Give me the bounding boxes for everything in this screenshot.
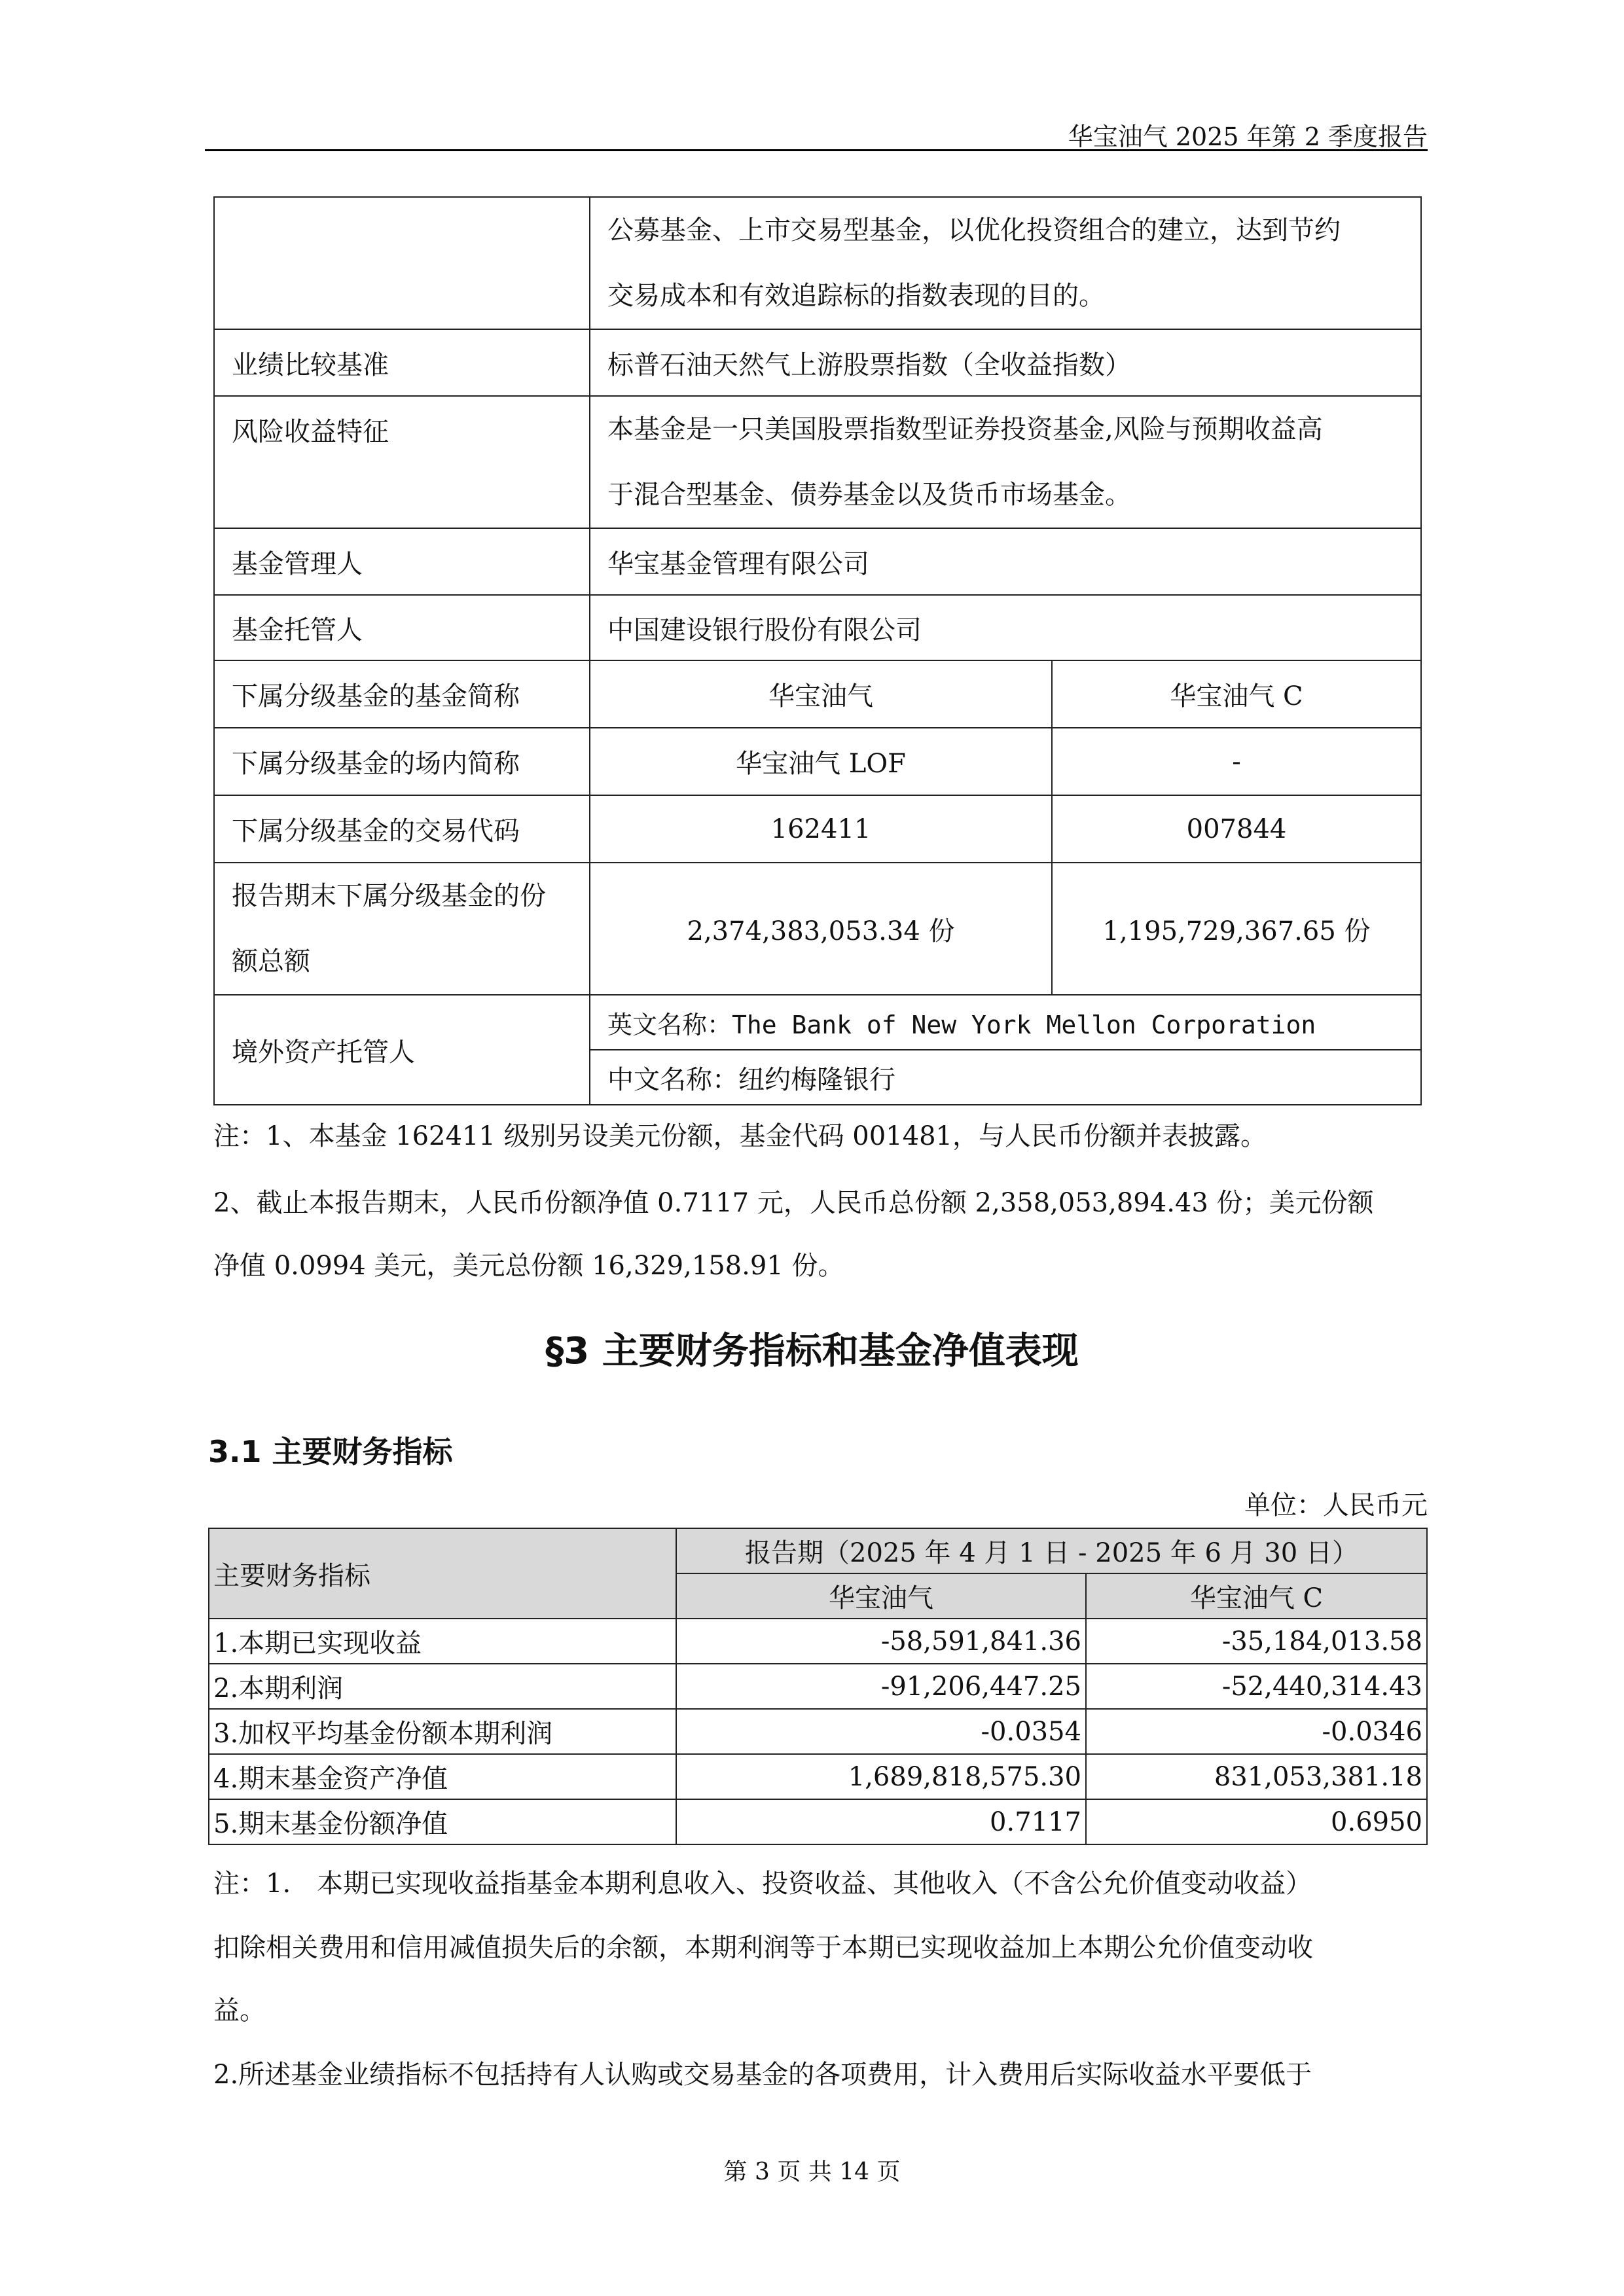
sub-shares-label-line-1: 报告期末下属分级基金的份 — [232, 881, 546, 911]
table-row — [214, 660, 1421, 728]
empty-cell — [214, 197, 590, 329]
fund-info-table — [213, 196, 1422, 1105]
row-value-a: 1,689,818,575.30 — [676, 1754, 1086, 1799]
custodian-value: 中国建设银行股份有限公司 — [590, 595, 1421, 660]
sub-exch-label: 下属分级基金的场内简称 — [214, 728, 590, 795]
table-row — [209, 1664, 1427, 1709]
table-row — [214, 995, 1421, 1050]
row-label: 3.加权平均基金份额本期利润 — [209, 1709, 676, 1754]
sub-code-a: 162411 — [590, 795, 1052, 863]
manager-value: 华宝基金管理有限公司 — [590, 528, 1421, 595]
risk-line-2: 于混合型基金、债券基金以及货币市场基金。 — [607, 480, 1131, 510]
sub-shares-label — [214, 863, 590, 995]
subsection-title: 3.1 主要财务指标 — [208, 1434, 453, 1469]
col-header-c: 华宝油气 C — [1086, 1573, 1427, 1619]
row-value-c: -52,440,314.43 — [1086, 1664, 1427, 1709]
section-title: §3 主要财务指标和基金净值表现 — [545, 1330, 1079, 1372]
sub-code-c: 007844 — [1052, 795, 1421, 863]
overseas-custodian-cn: 中文名称：纽约梅隆银行 — [590, 1050, 1421, 1105]
benchmark-label: 业绩比较基准 — [214, 329, 590, 396]
sub-shares-c: 1,195,729,367.65 份 — [1052, 863, 1421, 995]
sub-name-label: 下属分级基金的基金简称 — [214, 660, 590, 728]
note-1-line-3: 净值 0.0994 美元，美元总份额 16,329,158.91 份。 — [213, 1251, 844, 1281]
note-2-line-1: 注：1. 本期已实现收益指基金本期利息收入、投资收益、其他收入（不含公允价值变动收益） — [213, 1869, 1312, 1899]
sub-name-c: 华宝油气 C — [1052, 660, 1421, 728]
risk-value — [590, 396, 1421, 528]
objective-line-2: 交易成本和有效追踪标的指数表现的目的。 — [607, 281, 1105, 311]
row-value-a: -91,206,447.25 — [676, 1664, 1086, 1709]
page-header-title: 华宝油气 2025 年第 2 季度报告 — [1068, 122, 1428, 151]
row-value-a: -58,591,841.36 — [676, 1619, 1086, 1664]
table-row — [214, 329, 1421, 396]
overseas-custodian-label: 境外资产托管人 — [214, 995, 590, 1105]
table-header-row — [209, 1528, 1427, 1573]
note-1-line-2: 2、截止本报告期末，人民币份额净值 0.7117 元，人民币总份额 2,358,053,894.43 份；美元份额 — [213, 1188, 1374, 1218]
row-value-a: -0.0354 — [676, 1709, 1086, 1754]
table-row — [214, 595, 1421, 660]
row-label: 2.本期利润 — [209, 1664, 676, 1709]
sub-shares-label-line-2: 额总额 — [232, 946, 310, 977]
table-row — [214, 863, 1421, 995]
header-rule — [205, 149, 1428, 151]
table-row — [209, 1754, 1427, 1799]
sub-name-a: 华宝油气 — [590, 660, 1052, 728]
note-2-line-2: 扣除相关费用和信用减值损失后的余额，本期利润等于本期已实现收益加上本期公允价值变动收 — [213, 1933, 1313, 1963]
row-label: 5.期末基金份额净值 — [209, 1799, 676, 1844]
row-value-c: 831,053,381.18 — [1086, 1754, 1427, 1799]
col-header-main: 主要财务指标 — [209, 1528, 676, 1619]
unit-label: 单位：人民币元 — [1244, 1490, 1428, 1520]
row-label: 4.期末基金资产净值 — [209, 1754, 676, 1799]
row-value-c: -35,184,013.58 — [1086, 1619, 1427, 1664]
risk-line-1: 本基金是一只美国股票指数型证券投资基金,风险与预期收益高 — [607, 414, 1323, 444]
row-value-c: 0.6950 — [1086, 1799, 1427, 1844]
note-2-line-3: 益。 — [213, 1996, 266, 2026]
table-row — [214, 795, 1421, 863]
col-header-period: 报告期（2025 年 4 月 1 日 - 2025 年 6 月 30 日） — [676, 1528, 1427, 1573]
table-row — [209, 1619, 1427, 1664]
table-row — [214, 396, 1421, 528]
table-row — [209, 1709, 1427, 1754]
table-row — [214, 197, 1421, 329]
row-value-a: 0.7117 — [676, 1799, 1086, 1844]
risk-label: 风险收益特征 — [214, 396, 590, 528]
table-row — [214, 528, 1421, 595]
sub-shares-a: 2,374,383,053.34 份 — [590, 863, 1052, 995]
sub-code-label: 下属分级基金的交易代码 — [214, 795, 590, 863]
sub-exch-a: 华宝油气 LOF — [590, 728, 1052, 795]
financial-indicators-table — [208, 1528, 1428, 1845]
benchmark-value: 标普石油天然气上游股票指数（全收益指数） — [590, 329, 1421, 396]
row-label: 1.本期已实现收益 — [209, 1619, 676, 1664]
table-row — [209, 1799, 1427, 1844]
row-value-c: -0.0346 — [1086, 1709, 1427, 1754]
overseas-custodian-en: 英文名称：The Bank of New York Mellon Corporation — [590, 995, 1421, 1050]
objective-cell — [590, 197, 1421, 329]
sub-exch-c: - — [1052, 728, 1421, 795]
objective-line-1: 公募基金、上市交易型基金，以优化投资组合的建立，达到节约 — [607, 215, 1341, 245]
col-header-a: 华宝油气 — [676, 1573, 1086, 1619]
manager-label: 基金管理人 — [214, 528, 590, 595]
note-2-line-4: 2.所述基金业绩指标不包括持有人认购或交易基金的各项费用，计入费用后实际收益水平要低于 — [213, 2060, 1312, 2090]
custodian-label: 基金托管人 — [214, 595, 590, 660]
table-row — [214, 728, 1421, 795]
note-1-line-1: 注：1、本基金 162411 级别另设美元份额，基金代码 001481，与人民币份额并表披露。 — [213, 1121, 1267, 1151]
page-footer: 第 3 页 共 14 页 — [723, 2159, 901, 2185]
